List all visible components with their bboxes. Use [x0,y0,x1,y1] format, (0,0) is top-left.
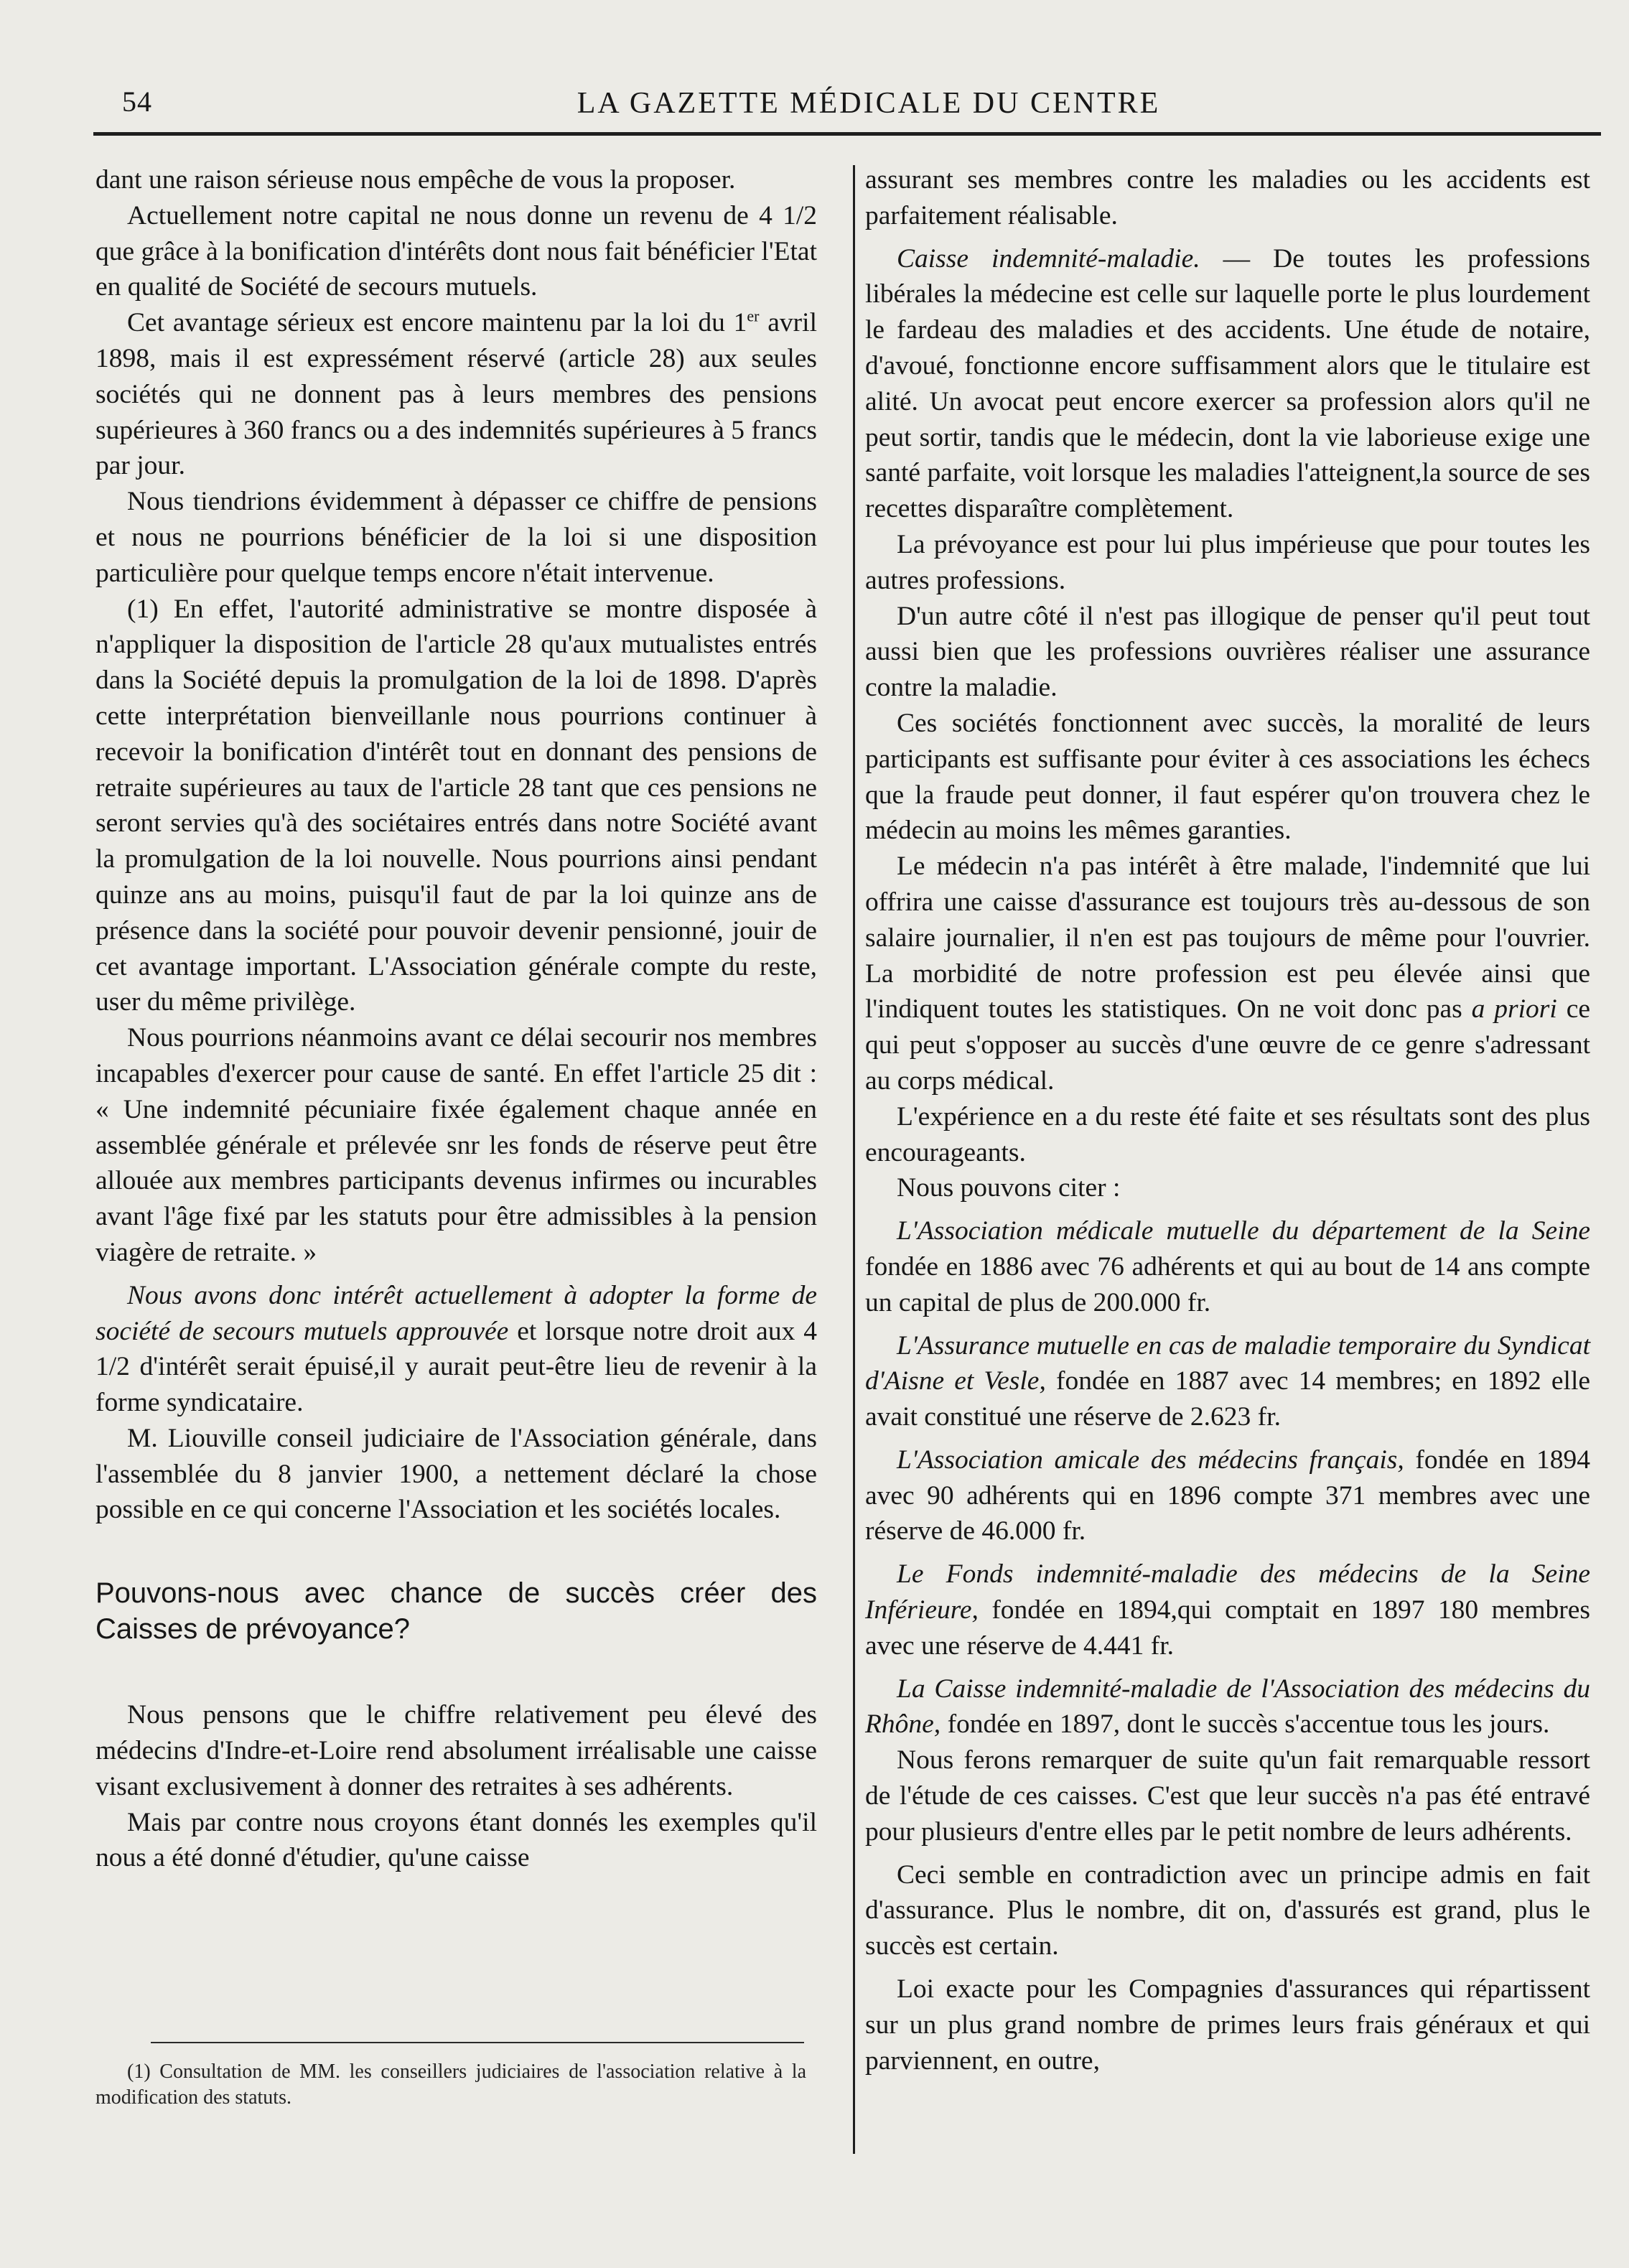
paragraph: Nous pensons que le chiffre relativement peu élevé des médecins d'Indre-et-Loire rend absolument irréalisable une caisse visant exclusivement à donner des retraites à ses adhérents. [95,1700,817,1801]
italic-text: L'Association médicale mutuelle du département de la Seine [897,1216,1590,1246]
paragraph [95,1278,817,1421]
paragraph: (1) En effet, l'autorité administrative se montre disposée à n'appliquer la disposition de l'article 28 qu'aux mutualistes entrés dans la Société depuis la promulgation de la loi de 1898. D'après cette interprétation bienveillanle nous pourrions continuer à recevoir la bonification d'intérêt tout en donnant des pensions de retraite supérieures au taux de l'article 28 tant que ces pensions ne seront servies qu'à des sociétaires entrés dans notre Société avant la promulgation de la loi nouvelle. Nous pourrions ainsi pendant quinze ans au moins, puisqu'il faut de par la loi quinze ans de présence dans la société pour pouvoir devenir pensionné, jouir de cet avantage important. L'Association générale compte du reste, user du même privilège. [95,594,817,1017]
paragraph: D'un autre côté il n'est pas illogique de penser qu'il peut tout aussi bien que les professions ouvrières réaliser une assurance contre la maladie. [865,601,1590,703]
paragraph: Nous ferons remarquer de suite qu'un fait remarquable ressort de l'étude de ces caisses. C'est que leur succès n'a pas été entravé pour plusieurs d'entre elles par le petit nombre de leurs adhérents. [865,1745,1590,1847]
paragraph: Actuellement notre capital ne nous donne un revenu de 4 1/2 que grâce à la bonification d'intérêts dont nous fait bénéficier l'Etat en qualité de Société de secours mutuels. [95,200,817,302]
italic-text: a priori [1471,994,1557,1025]
citation-item [865,1671,1590,1743]
italic-text: L'Assurance mutuelle en cas de maladie temporaire du Syndicat d'Aisne et Vesle, [865,1330,1590,1396]
italic-text: L'Association amicale des médecins français, [897,1445,1404,1475]
paragraph-text: fondée en 1894 avec 90 adhérents qui en 1896 compte 371 membres avec une réserve de 46.000 fr. [865,1445,1590,1546]
paragraph: Nous pourrions néanmoins avant ce délai secourir nos membres incapables d'exercer pour cause de santé. En effet l'article 25 dit : « Une indemnité pécuniaire fixée également chaque année en assemblée générale et prélevée snr les fonds de réserve peut être allouée aux membres participants devenus infirmes ou incurables avant l'âge fixé par les statuts pour être admissibles à la pension viagère de retraite. » [95,1023,817,1267]
paragraph-text: fondée en 1886 avec 76 adhérents et qui au bout de 14 ans compte un capital de plus de 200.000 fr. [865,1251,1590,1317]
paragraph-text: Cet avantage sérieux est encore maintenu par la loi du 1 [127,308,747,338]
paragraph [95,305,817,484]
paragraph-text: Le médecin n'a pas intérêt à être malade, l'indemnité que lui offrira une caisse d'assurance est toujours très au-dessous de son salaire journalier, il n'en est pas toujours de même pour l'ouvrier. La morbidité de notre profession est peu élevée ainsi que l'indiquent toutes les statistiques. On ne voit donc pas [865,851,1590,1025]
left-column [95,162,817,1876]
italic-text: La Caisse indemnité-maladie de l'Association des médecins du Rhône, [865,1674,1590,1740]
italic-text: Nous avons donc intérêt actuellement à adopter la forme de société de secours mutuels approuvée [95,1280,817,1346]
italic-text: Le Fonds indemnité-maladie des médecins de la Seine Inférieure, [865,1559,1590,1625]
paragraph: M. Liouville conseil judiciaire de l'Association générale, dans l'assemblée du 8 janvier 1900, a nettement déclaré la chose possible en ce qui concerne l'Association et les sociétés locales. [95,1423,817,1525]
citation-item [865,1557,1590,1663]
citation-item [865,1442,1590,1549]
paragraph-text: avril 1898, mais il est expressément réservé (article 28) aux seules sociétés qui ne donnent pas à leurs membres des pensions supérieures à 360 francs ou a des indemnités supérieures à 5 francs par jour. [95,308,817,481]
paragraph-text: fondée en 1897, dont le succès s'accentue tous les jours. [940,1709,1550,1740]
paragraph: Ces sociétés fonctionnent avec succès, la moralité de leurs participants est suffisante pour éviter à ces associations les échecs que la fraude peut donner, il faut espérer qu'on trouvera chez le médecin au moins les mêmes garanties. [865,708,1590,846]
paragraph: Mais par contre nous croyons étant donnés les exemples qu'il nous a été donné d'étudier, qu'une caisse [95,1807,817,1873]
footnote-rule [151,2042,804,2043]
paragraph: La prévoyance est pour lui plus impérieuse que pour toutes les autres professions. [865,529,1590,595]
paragraph [865,849,1590,1099]
paragraph: Ceci semble en contradiction avec un principe admis en fait d'assurance. Plus le nombre, dit on, d'assurés est grand, plus le succès est certain. [865,1859,1590,1961]
paragraph-text: et lorsque notre droit aux 4 1/2 d'intérêt serait épuisé,il y aurait peut-être lieu de revenir à la forme syndicataire. [95,1316,817,1418]
paragraph: Nous pouvons citer : [897,1173,1121,1203]
running-head-title: LA GAZETTE MÉDICALE DU CENTRE [577,87,1161,120]
italic-text: Caisse indemnité-maladie. [897,243,1200,274]
footnote: (1) Consultation de MM. les conseillers judiciaires de l'association relative à la modification des statuts. [95,2061,806,2109]
page-number: 54 [122,85,152,118]
superscript: er [747,307,760,325]
paragraph [865,241,1590,527]
paragraph: L'expérience en a du reste été faite et ses résultats sont des plus encourageants. [865,1101,1590,1167]
column-divider [853,165,855,2154]
paragraph-text: fondée en 1887 avec 14 membres; en 1892 elle avait constitué une réserve de 2.623 fr. [865,1366,1591,1432]
paragraph-text: ce qui peut s'opposer au succès d'une œuvre de ce genre s'adressant au corps médical. [865,994,1590,1096]
paragraph: assurant ses membres contre les maladies ou les accidents est parfaitement réalisable. [865,165,1590,230]
section-heading: Pouvons-nous avec chance de succès créer des Caisses de prévoyance? [95,1577,817,1646]
paragraph-text: fondée en 1894,qui comptait en 1897 180 membres avec une réserve de 4.441 fr. [865,1595,1590,1661]
citation-item [865,1328,1590,1435]
citation-item [865,1213,1590,1320]
paragraph-text: — De toutes les professions libérales la médecine est celle sur laquelle porte le plus lourdement le fardeau des maladies et des accidents. Une étude de notaire, d'avoué, fonctionne encore suffisamment alors que le titulaire est alité. Un avocat peut encore exercer sa profession alors qu'il ne peut sortir, tandis que le médecin, dont la vie laborieuse exige une santé parfaite, voit lorsque les maladies l'atteignent,la source de ses recettes disparaître complètement. [865,243,1590,524]
paragraph: dant une raison sérieuse nous empêche de vous la proposer. [95,165,736,195]
paragraph: Nous tiendrions évidemment à dépasser ce chiffre de pensions et nous ne pourrions bénéficier de la loi si une disposition particulière pour quelque temps encore n'était intervenue. [95,487,817,588]
header-rule [93,132,1601,136]
right-column [865,162,1590,2078]
paragraph: Loi exacte pour les Compagnies d'assurances qui répartissent sur un plus grand nombre de primes leurs frais généraux et qui parviennent, en outre, [865,1974,1590,2076]
